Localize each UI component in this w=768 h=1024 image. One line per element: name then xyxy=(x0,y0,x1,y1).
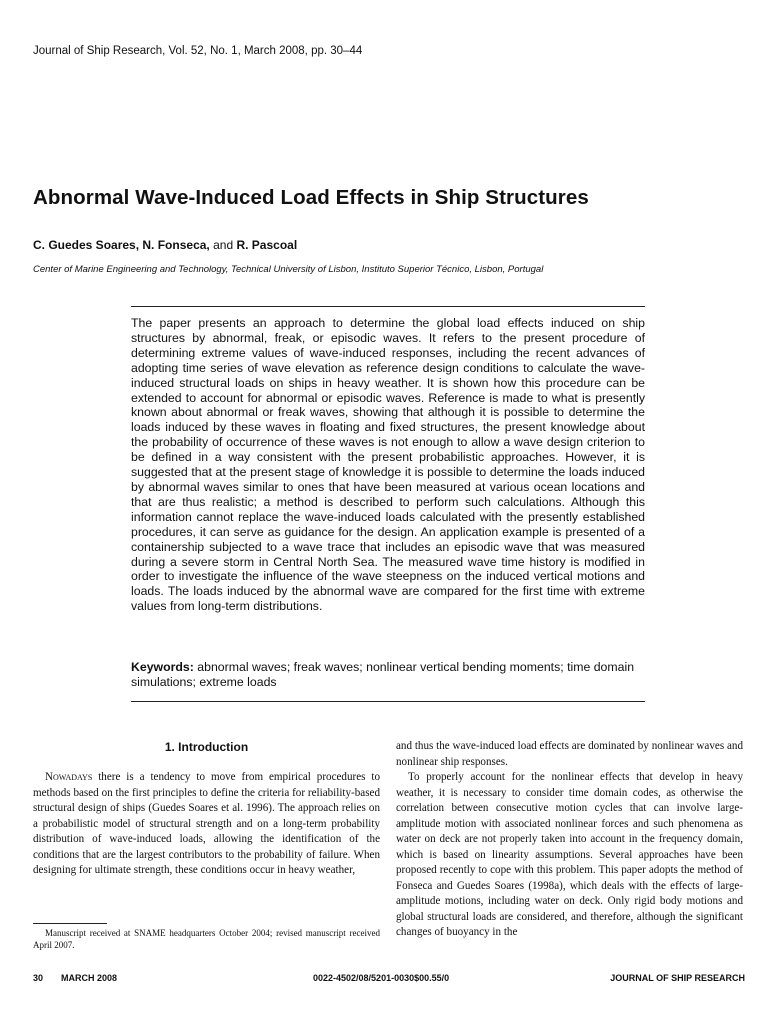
intro-lead-word: Nowadays xyxy=(45,771,93,783)
intro-right-column xyxy=(396,739,743,941)
footer-code: 0022-4502/08/5201-0030$00.55/0 xyxy=(313,973,450,983)
affiliation: Center of Marine Engineering and Technology, Technical University of Lisbon, Instituto Superior Técnico, Lisbon, Portugal xyxy=(33,264,544,275)
journal-header: Journal of Ship Research, Vol. 52, No. 1, March 2008, pp. 30–44 xyxy=(33,45,363,57)
section-heading-introduction: 1. Introduction xyxy=(164,740,249,754)
intro-right-paragraph-1: and thus the wave-induced load effects are dominated by nonlinear waves and nonlinear ship responses. xyxy=(396,740,743,768)
abstract-top-rule xyxy=(131,306,645,307)
footer-page-number: 30 xyxy=(33,973,44,983)
intro-right-paragraph-2: To properly account for the nonlinear effects that develop in heavy weather, it is necessary to consider time domain codes, as otherwise the correlation between consecutive motion cycles that can involve large-amplitude motion with associated nonlinear forces and such phenomena as water on deck are not properly taken into account in the frequency domain, which is based on linearity assumptions. Several approaches have been proposed recently to cope with this problem. This paper adopts the method of Fonseca and Guedes Soares (1998a), which deals with the effects of large-amplitude motions, including water on deck. Only rigid body motions and global structural loads are considered, and therefore, although the significant changes of buoyancy in the xyxy=(396,771,743,938)
abstract-bottom-rule xyxy=(131,701,645,702)
footer-date: MARCH 2008 xyxy=(61,973,118,983)
keywords-label: Keywords: xyxy=(131,660,194,674)
intro-left-body: there is a tendency to move from empirical procedures to methods based on the first principles to define the criteria for reliability-based structural design of ships (Guedes Soares et al. 1996). The approach relies on a probabilistic model of structural strength and on a long-term probability distribution of wave-induced loads, allowing the identification of the conditions that are the largest contributors to the probability of failure. When designing for ultimate strength, these conditions occur in heavy weather, xyxy=(33,771,380,876)
footnote: Manuscript received at SNAME headquarters October 2004; revised manuscript received April 2007. xyxy=(33,928,380,950)
author-conjunction: and xyxy=(213,238,234,252)
author-2: N. Fonseca, xyxy=(142,238,210,252)
author-1: C. Guedes Soares, xyxy=(33,238,140,252)
author-list xyxy=(33,238,297,252)
footer-journal-name: JOURNAL OF SHIP RESEARCH xyxy=(610,973,745,983)
abstract: The paper presents an approach to determine the global load effects induced on ship structures by abnormal, freak, or episodic waves. It refers to the present procedure of determining extreme values of wave-induced responses, including the recent advances of adopting time series of wave elevation as reference design conditions to calculate the wave-induced structural loads on ships in heavy weather. It is shown how this procedure can be extended to account for abnormal or episodic waves. Reference is made to what is presently known about abnormal or freak waves, showing that although it is possible to determine the loads induced by these waves in floating and fixed structures, the present knowledge about the probability of occurrence of these waves is not enough to allow a wave design criterion to be defined in a way consistent with the present probabilistic approaches. However, it is suggested that at the present stage of knowledge it is possible to determine the loads induced by abnormal waves similar to ones that have been measured at various ocean locations and that are thus realistic; a method is described to perform such calculations. Although this information cannot replace the wave-induced loads calculated with the presently established procedures, it can serve as guidance for the design. An application example is presented of a containership subjected to a wave trace that includes an episodic wave that was measured during a severe storm in Central North Sea. The measured wave time history is modified in order to investigate the influence of the wave steepness on the induced vertical motions and loads. The loads induced by the abnormal wave are compared for the first time with extreme values from long-term distributions. xyxy=(131,316,645,614)
intro-left-column-text xyxy=(33,770,380,879)
paper-title: Abnormal Wave-Induced Load Effects in Ship Structures xyxy=(33,186,589,209)
footnote-rule xyxy=(33,923,107,924)
keywords-text: abnormal waves; freak waves; nonlinear vertical bending moments; time domain simulations; extreme loads xyxy=(131,660,635,689)
author-3: R. Pascoal xyxy=(236,238,298,252)
keywords xyxy=(131,660,645,690)
